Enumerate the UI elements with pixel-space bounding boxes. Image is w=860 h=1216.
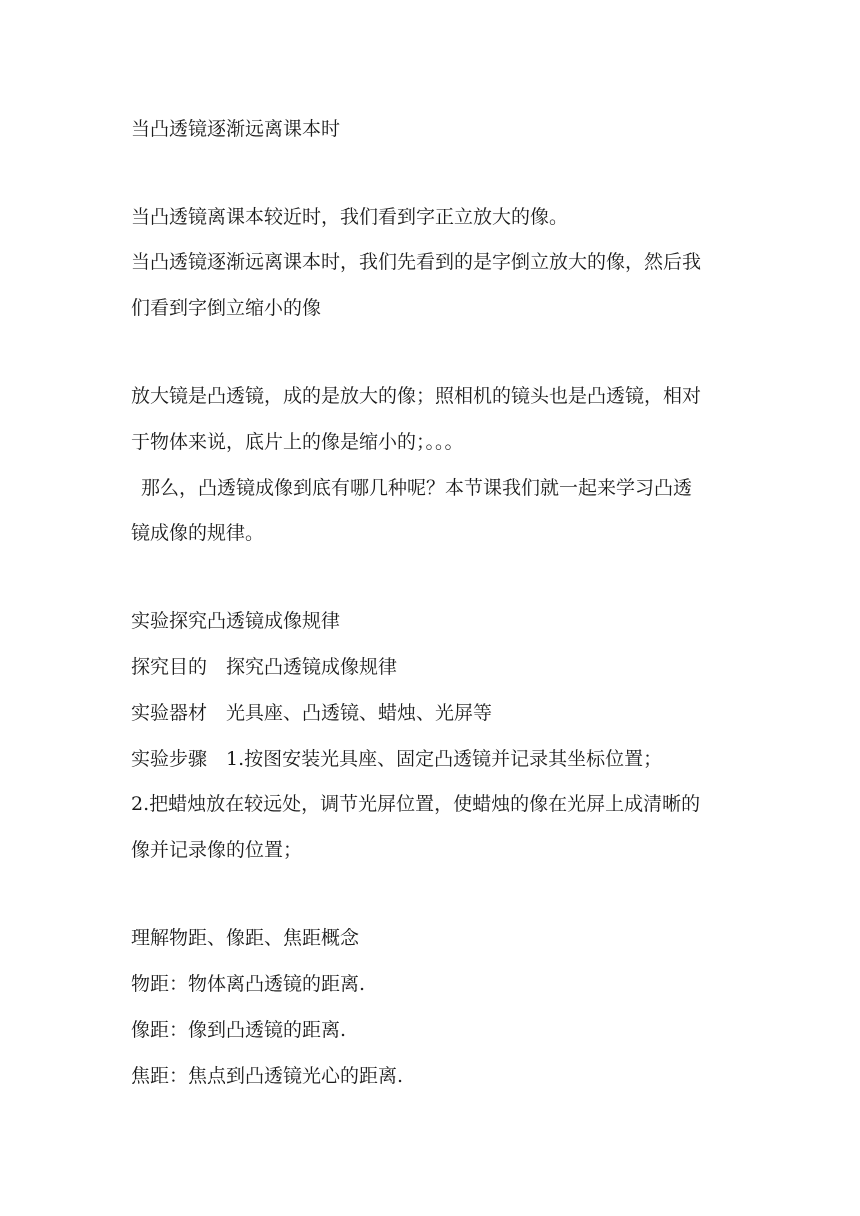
paragraph-text: 当凸透镜逐渐远离课本时，我们先看到的是字倒立放大的像，然后我 bbox=[131, 251, 702, 273]
experiment-steps: 实验步骤 1.按图安装光具座、固定凸透镜并记录其坐标位置； bbox=[131, 748, 663, 770]
experiment-steps: 2.把蜡烛放在较远处，调节光屏位置，使蜡烛的像在光屏上成清晰的 bbox=[131, 793, 701, 815]
paragraph-text: 们看到字倒立缩小的像 bbox=[131, 297, 322, 319]
paragraph-text: 于物体来说，底片上的像是缩小的；。。。 bbox=[131, 431, 464, 453]
experiment-steps: 像并记录像的位置； bbox=[131, 839, 303, 861]
definition-object-distance: 物距：物体离凸透镜的距离. bbox=[131, 973, 366, 995]
definition-image-distance: 像距：像到凸透镜的距离. bbox=[131, 1019, 347, 1041]
paragraph-text: 镜成像的规律。 bbox=[131, 522, 265, 544]
paragraph-text: 当凸透镜离课本较近时，我们看到字正立放大的像。 bbox=[131, 206, 569, 228]
definition-focal-length: 焦距：焦点到凸透镜光心的距离. bbox=[131, 1065, 404, 1087]
paragraph-text: 那么，凸透镜成像到底有哪几种呢？本节课我们就一起来学习凸透 bbox=[141, 477, 693, 499]
section-heading-lens-moving-away: 当凸透镜逐渐远离课本时 bbox=[131, 118, 341, 140]
section-heading-experiment: 实验探究凸透镜成像规律 bbox=[131, 610, 341, 632]
paragraph-text: 放大镜是凸透镜，成的是放大的像；照相机的镜头也是凸透镜，相对 bbox=[131, 385, 702, 407]
experiment-equipment: 实验器材 光具座、凸透镜、蜡烛、光屏等 bbox=[131, 702, 493, 724]
experiment-purpose: 探究目的 探究凸透镜成像规律 bbox=[131, 656, 398, 678]
section-heading-concepts: 理解物距、像距、焦距概念 bbox=[131, 927, 360, 949]
